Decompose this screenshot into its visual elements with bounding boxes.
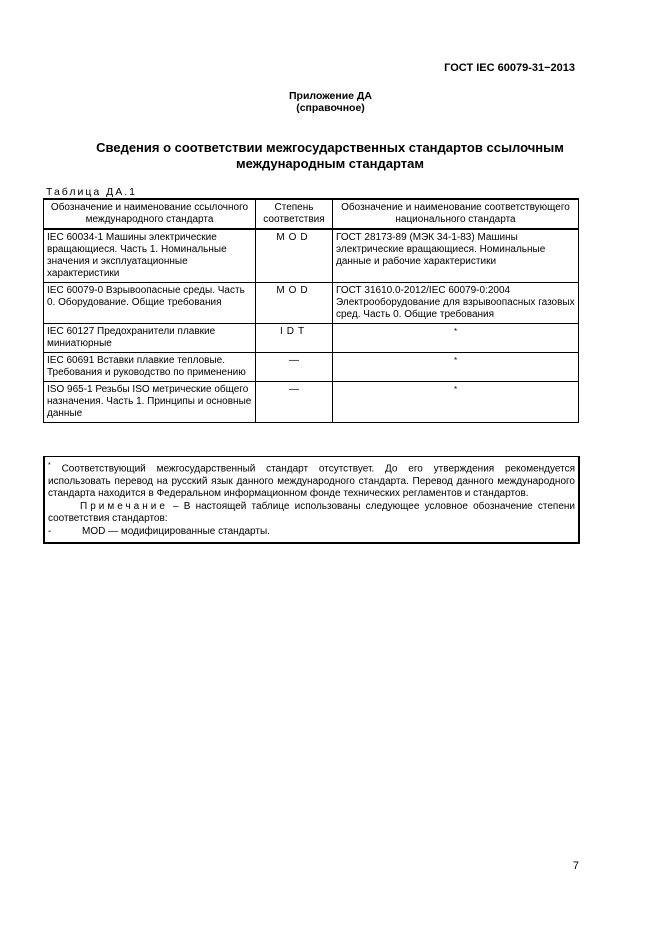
appendix-type: (справочное) — [296, 102, 365, 114]
cell-degree: — — [256, 353, 333, 382]
cell-international: IEC 60034-1 Машины электрические вращающиеся. Часть 1. Номинальные значения и эксплуатационные характеристики — [44, 229, 256, 283]
cell-international: IEC 60127 Предохранители плавкие миниатюрные — [44, 324, 256, 353]
column-header-national: Обозначение и наименование соответствующего национального стандарта — [333, 199, 579, 229]
table-row — [44, 324, 579, 353]
cell-degree: — — [256, 382, 333, 423]
cell-national: * — [333, 382, 579, 423]
cell-national: ГОСТ 31610.0-2012/IEC 60079-0:2004 Электрооборудование для взрывоопасных газовых сред. Часть 0. Общие требования — [333, 283, 579, 324]
cell-degree: MOD — [256, 229, 333, 283]
section-title: Сведения о соответствии межгосударственных стандартов ссылочным международным стандартам — [96, 140, 564, 171]
notes-box — [43, 456, 580, 544]
cell-national: ГОСТ 28173-89 (МЭК 34-1-83) Машины электрические вращающиеся. Номинальные данные и рабочие характеристики — [333, 229, 579, 283]
remark-label: Примечание — [80, 500, 168, 512]
table-row — [44, 382, 579, 423]
cell-international: ISO 965-1 Резьбы ISO метрические общего назначения. Часть 1. Принципы и основные данные — [44, 382, 256, 423]
cell-national: * — [333, 324, 579, 353]
table-caption: Таблица ДА.1 — [46, 186, 137, 198]
table-row — [44, 229, 579, 283]
list-item-text: MOD — модифицированные стандарты. — [82, 525, 270, 537]
cell-international: IEC 60079-0 Взрывоопасные среды. Часть 0. Оборудование. Общие требования — [44, 283, 256, 324]
list-dash: - — [48, 525, 52, 537]
cell-degree: IDT — [256, 324, 333, 353]
remark-text: – В настоящей таблице использованы следующее условное обозначение степени соответствия стандартов: — [48, 500, 575, 525]
footnote-mark: * — [48, 462, 51, 469]
remark — [48, 501, 575, 526]
column-header-international: Обозначение и наименование ссылочного международного стандарта — [44, 199, 256, 229]
table-header-row — [44, 199, 579, 229]
column-header-degree: Степень соответствия — [256, 199, 333, 229]
cell-degree: MOD — [256, 283, 333, 324]
page-number: 7 — [572, 860, 579, 872]
correspondence-table — [43, 198, 579, 423]
footnote-text: Соответствующий межгосударственный стандарт отсутствует. До его утверждения рекомендуется использовать перевод на русский язык данного международного стандарта. Перевод данного международного стандарта находится в Федеральном информационном фонде технических регламентов и стандартов. — [48, 463, 575, 500]
appendix-heading — [0, 90, 661, 114]
cell-national: * — [333, 353, 579, 382]
standard-designation: ГОСТ IEC 60079-31−2013 — [444, 62, 575, 74]
list-item — [48, 526, 575, 539]
footnote — [48, 460, 575, 501]
table-row — [44, 283, 579, 324]
appendix-title: Приложение ДА — [289, 90, 372, 102]
table-row — [44, 353, 579, 382]
cell-international: IEC 60691 Вставки плавкие тепловые. Требования и руководство по применению — [44, 353, 256, 382]
